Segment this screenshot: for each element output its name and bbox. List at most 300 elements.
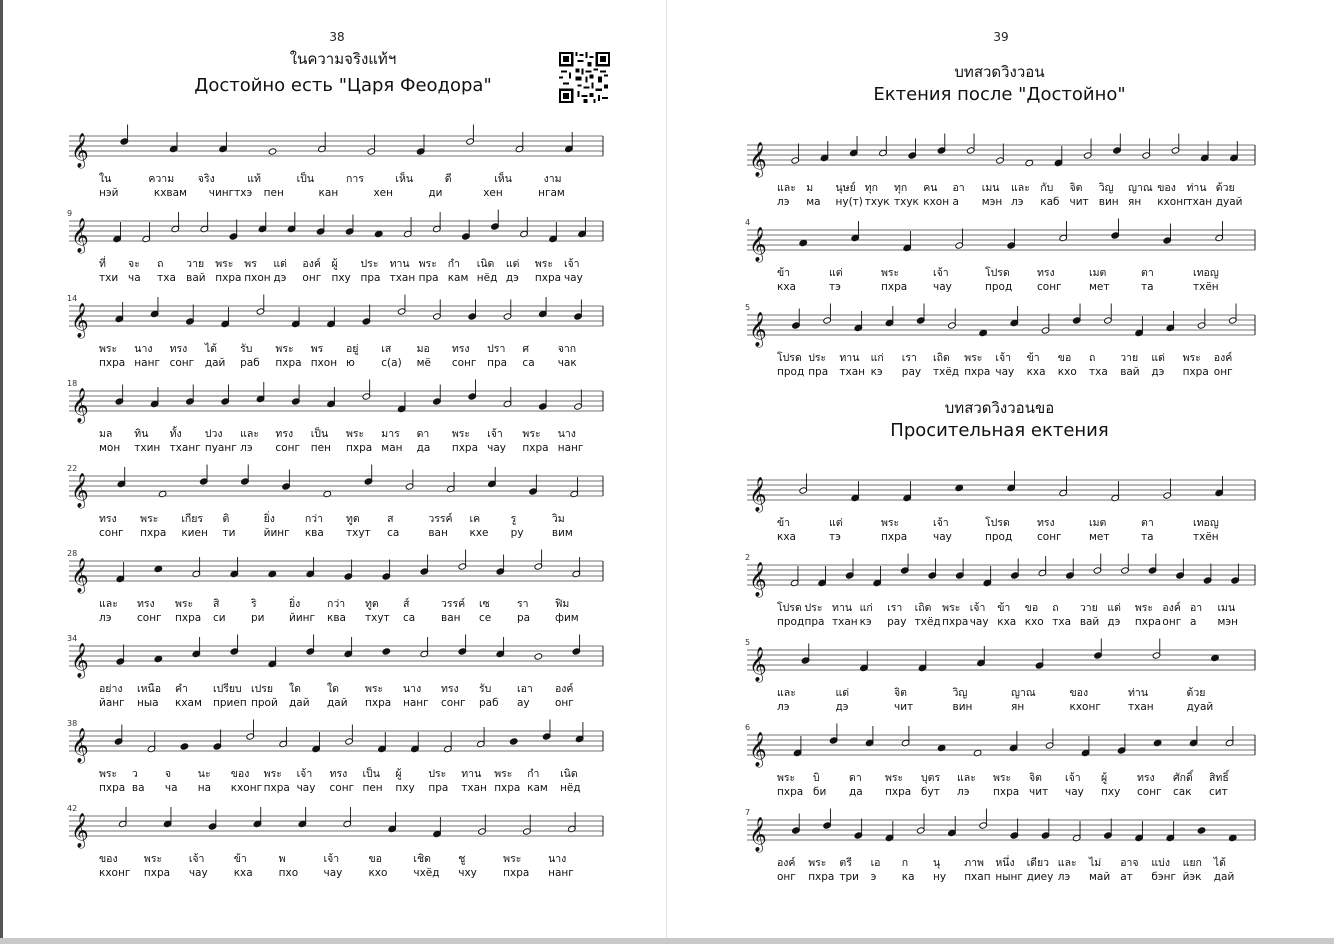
lyric-thai: ทรง bbox=[275, 428, 294, 440]
lyric-thai: ทรง bbox=[99, 513, 117, 525]
lyric-russian: пхон bbox=[310, 357, 338, 369]
lyric-thai: จิต bbox=[1069, 182, 1083, 194]
treble-clef-icon: 𝄞 bbox=[71, 303, 89, 338]
lyric-thai: เปรียบ bbox=[213, 683, 242, 695]
lyric-russian: кхо bbox=[368, 867, 388, 879]
lyric-russian: нанг bbox=[557, 442, 584, 454]
music-system bbox=[667, 723, 1334, 807]
lyric-russian: рау bbox=[901, 366, 922, 378]
lyric-thai: ประ bbox=[360, 258, 379, 270]
measure-number: 4 bbox=[745, 218, 751, 227]
lyric-thai: และ bbox=[777, 182, 796, 194]
lyric-russian: сонг bbox=[1037, 531, 1062, 543]
staff-svg bbox=[3, 808, 667, 856]
lyric-thai: องค์ bbox=[302, 258, 321, 270]
note bbox=[1094, 639, 1103, 660]
note bbox=[221, 307, 230, 328]
note bbox=[1041, 314, 1050, 335]
note bbox=[860, 651, 869, 672]
note bbox=[1211, 654, 1220, 661]
lyric-russian: фим bbox=[555, 612, 579, 624]
lyric-thai: นาง bbox=[134, 343, 153, 355]
lyric-russian: вай bbox=[186, 272, 206, 284]
lyric-thai: ทรง bbox=[1037, 517, 1055, 529]
note bbox=[345, 725, 354, 746]
staff-svg bbox=[667, 727, 1334, 775]
lyric-russian: каб bbox=[1040, 196, 1060, 208]
lyric-thai: คน bbox=[923, 182, 938, 194]
note bbox=[1231, 564, 1240, 585]
treble-clef-icon: 𝄞 bbox=[71, 473, 89, 508]
note bbox=[253, 807, 262, 828]
lyric-russian: тхёд bbox=[933, 366, 960, 378]
note bbox=[345, 215, 354, 236]
lyric-russian: вин bbox=[1098, 196, 1119, 208]
note bbox=[1009, 731, 1018, 752]
lyric-russian: чит bbox=[1069, 196, 1089, 208]
lyric-russian: пху bbox=[395, 782, 415, 794]
note bbox=[444, 732, 453, 753]
note bbox=[948, 816, 957, 837]
lyric-thai: พร bbox=[244, 258, 257, 270]
lyric-thai: ริ bbox=[251, 598, 257, 610]
note bbox=[116, 645, 125, 666]
note bbox=[120, 125, 129, 146]
right-page bbox=[667, 0, 1334, 940]
lyric-russian: тхан bbox=[1128, 701, 1154, 713]
lyric-thai: เปรย bbox=[251, 683, 274, 695]
lyric-thai: ทั้ง bbox=[169, 428, 182, 440]
staff-svg bbox=[667, 472, 1334, 520]
music-system bbox=[3, 379, 667, 463]
note bbox=[279, 727, 288, 748]
section-title-russian: Просительная ектения bbox=[890, 420, 1109, 441]
lyric-russian: дэ bbox=[1107, 616, 1121, 628]
lyric-thai: ว bbox=[131, 768, 138, 780]
lyric-thai: ภาพ bbox=[964, 857, 984, 869]
note bbox=[116, 562, 125, 583]
note bbox=[1166, 821, 1175, 842]
lyric-thai: และ bbox=[1057, 857, 1077, 869]
lyric-russian: ра bbox=[517, 612, 531, 624]
lyric-russian: ау bbox=[517, 697, 530, 709]
note bbox=[397, 392, 406, 413]
note bbox=[937, 134, 946, 155]
lyric-russian: йинг bbox=[289, 612, 316, 624]
lyric-russian: пхра bbox=[1134, 616, 1162, 628]
note bbox=[117, 467, 126, 488]
lyric-thai: เทอญ bbox=[1193, 517, 1219, 529]
lyric-russian: тхук bbox=[894, 196, 919, 208]
note bbox=[523, 815, 532, 836]
lyric-russian: пхра bbox=[881, 281, 908, 293]
note bbox=[405, 470, 414, 491]
music-system bbox=[3, 464, 667, 548]
lyric-russian: тхин bbox=[134, 442, 161, 454]
treble-clef-icon: 𝄞 bbox=[749, 562, 767, 597]
lyric-thai: โปรด bbox=[985, 517, 1010, 529]
treble-clef-icon: 𝄞 bbox=[71, 558, 89, 593]
note bbox=[282, 470, 291, 491]
note bbox=[1166, 311, 1175, 332]
lyric-thai: ม bbox=[806, 182, 814, 194]
lyric-russian: раб bbox=[479, 697, 499, 709]
lyric-russian: ква bbox=[327, 612, 346, 624]
music-system bbox=[3, 719, 667, 803]
note bbox=[996, 144, 1005, 165]
note bbox=[956, 559, 965, 580]
lyric-russian: та bbox=[1141, 281, 1154, 293]
lyric-russian: чак bbox=[557, 357, 577, 369]
staff-svg bbox=[3, 298, 667, 346]
note bbox=[1007, 229, 1016, 250]
lyric-russian: сонг bbox=[1037, 281, 1062, 293]
lyric-thai: นุษย์ bbox=[835, 182, 856, 194]
note bbox=[851, 481, 860, 502]
title-russian: Достойно есть "Царя Феодора" bbox=[194, 75, 492, 96]
lyric-russian: дай bbox=[1213, 871, 1235, 883]
note bbox=[1010, 306, 1019, 327]
treble-clef-icon: 𝄞 bbox=[71, 218, 89, 253]
note bbox=[229, 220, 238, 241]
note bbox=[268, 647, 277, 668]
lyric-russian: пхра bbox=[1182, 366, 1209, 378]
lyric-russian: тхут bbox=[365, 612, 390, 624]
lyric-thai: พระ bbox=[175, 598, 194, 610]
note bbox=[113, 222, 122, 243]
lyric-thai: เจ้า bbox=[323, 853, 340, 865]
page-number: 38 bbox=[329, 30, 345, 44]
note bbox=[344, 637, 353, 658]
note bbox=[344, 560, 353, 581]
note bbox=[230, 557, 239, 578]
note bbox=[488, 467, 497, 488]
lyric-thai: เมน bbox=[1217, 602, 1236, 614]
note bbox=[147, 732, 156, 753]
measure-number: 34 bbox=[67, 634, 78, 643]
lyric-thai: รับ bbox=[240, 343, 253, 355]
lyric-russian: онг bbox=[555, 697, 574, 709]
lyric-thai: และ bbox=[1011, 182, 1030, 194]
note bbox=[192, 557, 201, 578]
note bbox=[462, 220, 471, 241]
lyric-russian: кхон bbox=[923, 196, 950, 208]
lyric-thai: พระ bbox=[418, 258, 437, 270]
note bbox=[792, 814, 801, 835]
lyric-thai: พระ bbox=[881, 267, 900, 279]
lyric-thai: มอ bbox=[416, 343, 430, 355]
lyric-russian: на bbox=[197, 782, 212, 794]
lyric-russian: ма bbox=[806, 196, 821, 208]
note bbox=[1200, 141, 1209, 162]
note bbox=[1007, 471, 1016, 492]
note bbox=[885, 306, 894, 327]
lyric-russian: кхвам bbox=[153, 187, 187, 199]
music-system bbox=[667, 303, 1334, 387]
note bbox=[327, 307, 336, 328]
lyric-thai: ทุก bbox=[864, 182, 879, 194]
lyric-thai: พระ bbox=[346, 428, 365, 440]
lyric-russian: ян bbox=[1011, 701, 1025, 713]
note bbox=[529, 475, 538, 496]
lyric-thai: ญาณ bbox=[1011, 687, 1036, 699]
treble-clef-icon: 𝄞 bbox=[749, 817, 767, 852]
lyric-russian: пху bbox=[331, 272, 351, 284]
lyric-russian: тхан bbox=[461, 782, 487, 794]
note bbox=[382, 648, 391, 655]
lyric-thai: วิญ bbox=[1098, 182, 1114, 194]
note bbox=[458, 635, 467, 656]
lyric-russian: ман bbox=[381, 442, 403, 454]
lyric-thai: วาย bbox=[186, 258, 205, 270]
lyric-thai: ทูต bbox=[365, 598, 379, 610]
lyric-russian: чау bbox=[1065, 786, 1084, 798]
lyric-thai: พระ bbox=[275, 343, 294, 355]
lyric-russian: чингтхэ bbox=[208, 187, 253, 199]
lyric-thai: ทรง bbox=[1137, 772, 1155, 784]
lyric-russian: чау bbox=[933, 531, 952, 543]
lyric-russian: нынг bbox=[995, 871, 1023, 883]
lyric-thai: เจ้า bbox=[933, 267, 949, 279]
lyric-russian: онг bbox=[302, 272, 322, 284]
lyric-thai: เรา bbox=[901, 352, 917, 364]
lyric-russian: онг bbox=[1213, 366, 1233, 378]
lyric-russian: чау bbox=[563, 272, 583, 284]
lyric-russian: да bbox=[849, 786, 863, 798]
lyric-russian: а bbox=[1189, 616, 1197, 628]
note bbox=[298, 807, 307, 828]
lyric-thai: เจ้า bbox=[995, 352, 1012, 364]
lyric-thai: จิต bbox=[894, 687, 907, 699]
lyric-thai: ส์ bbox=[403, 598, 410, 610]
note bbox=[221, 385, 230, 406]
lyric-thai: ชู bbox=[458, 853, 466, 865]
note bbox=[230, 635, 239, 656]
lyric-thai: ทูต bbox=[346, 513, 360, 525]
lyric-russian: лэ bbox=[777, 701, 790, 713]
lyric-thai: แด่ bbox=[1107, 602, 1121, 614]
lyric-thai: พระ bbox=[942, 602, 961, 614]
lyric-russian: пуанг bbox=[204, 442, 237, 454]
note bbox=[1011, 559, 1020, 580]
lyric-russian: диеу bbox=[1026, 871, 1054, 883]
lyric-thai: จริง bbox=[197, 173, 215, 185]
note bbox=[362, 305, 371, 326]
lyric-thai: ขอ bbox=[1057, 352, 1072, 364]
lyric-thai: แก่ bbox=[859, 602, 873, 614]
note bbox=[879, 136, 888, 157]
lyric-russian: ка bbox=[901, 871, 915, 883]
lyric-russian: сак bbox=[1173, 786, 1192, 798]
lyric-thai: แก่ bbox=[870, 352, 884, 364]
treble-clef-icon: 𝄞 bbox=[749, 477, 767, 512]
lyric-russian: киен bbox=[181, 527, 208, 539]
lyric-russian: ну(т) bbox=[835, 196, 863, 208]
measure-number: 5 bbox=[745, 303, 751, 312]
treble-clef-icon: 𝄞 bbox=[749, 732, 767, 767]
lyric-russian: прод bbox=[985, 281, 1013, 293]
note bbox=[792, 309, 801, 330]
lyric-thai: ทรง bbox=[1037, 267, 1055, 279]
lyric-russian: са bbox=[403, 612, 416, 624]
lyric-russian: чау bbox=[188, 867, 208, 879]
lyric-thai: กำ bbox=[527, 768, 540, 780]
note bbox=[477, 727, 486, 748]
lyric-thai: รา bbox=[517, 598, 529, 610]
lyric-thai: พระ bbox=[881, 517, 900, 529]
note bbox=[1117, 734, 1126, 755]
lyric-russian: сонг bbox=[451, 357, 477, 369]
lyric-thai: พระ bbox=[1134, 602, 1154, 614]
lyric-thai: ทรง bbox=[137, 598, 155, 610]
lyric-thai: พระ bbox=[451, 428, 471, 440]
lyric-thai: พ bbox=[278, 853, 286, 865]
lyric-russian: а bbox=[952, 196, 959, 208]
lyric-russian: пхра bbox=[215, 272, 242, 284]
note bbox=[142, 222, 151, 243]
lyric-thai: ความ bbox=[148, 173, 175, 185]
note bbox=[918, 651, 927, 672]
note bbox=[287, 212, 296, 233]
lyric-russian: кэ bbox=[870, 366, 883, 378]
music-system bbox=[3, 804, 667, 888]
music-system bbox=[667, 472, 1334, 552]
lyric-thai: พระ bbox=[99, 768, 118, 780]
lyric-thai: วรรค์ bbox=[441, 598, 466, 610]
treble-clef-icon: 𝄞 bbox=[71, 728, 89, 763]
treble-clef-icon: 𝄞 bbox=[71, 643, 89, 678]
lyric-thai: จ bbox=[164, 768, 172, 780]
lyric-russian: тхан bbox=[389, 272, 416, 284]
lyric-thai: แด่ bbox=[835, 687, 850, 699]
lyric-thai: เดียว bbox=[1026, 857, 1050, 869]
note bbox=[572, 557, 581, 578]
lyric-thai: อย่าง bbox=[99, 683, 123, 695]
lyric-thai: สิ bbox=[213, 598, 220, 610]
lyric-thai: นาง bbox=[403, 683, 422, 695]
lyric-thai: ข้า bbox=[777, 517, 791, 529]
note bbox=[306, 635, 315, 656]
lyric-russian: лэ bbox=[99, 612, 112, 624]
lyric-thai: วาย bbox=[1120, 352, 1139, 364]
lyric-thai: นาง bbox=[548, 853, 567, 865]
note bbox=[799, 474, 808, 495]
lyric-thai: วรรค์ bbox=[428, 513, 453, 525]
note bbox=[1113, 134, 1122, 155]
lyric-thai: ตรี bbox=[839, 857, 852, 869]
lyric-russian: вай bbox=[1079, 616, 1100, 628]
note bbox=[1072, 304, 1081, 325]
lyric-thai: แต่ bbox=[829, 517, 843, 529]
lyric-thai: ดี bbox=[444, 173, 452, 185]
lyric-thai: เจ้า bbox=[296, 768, 313, 780]
note bbox=[468, 380, 477, 401]
note bbox=[791, 144, 800, 165]
note bbox=[790, 566, 799, 587]
note bbox=[420, 637, 429, 658]
note bbox=[865, 726, 874, 747]
note bbox=[873, 566, 882, 587]
note bbox=[316, 215, 325, 236]
lyric-thai: วาย bbox=[1079, 602, 1098, 614]
music-system bbox=[667, 137, 1334, 217]
lyric-russian: кхонг bbox=[1069, 701, 1101, 713]
lyric-thai: จาก bbox=[557, 343, 577, 355]
lyric-russian: чау bbox=[296, 782, 316, 794]
lyric-russian: пхра bbox=[522, 442, 549, 454]
lyric-russian: вай bbox=[1120, 366, 1140, 378]
note bbox=[208, 810, 217, 831]
lyric-russian: мэн bbox=[981, 196, 1003, 208]
lyric-russian: дай bbox=[204, 357, 226, 369]
lyric-russian: нэй bbox=[99, 187, 119, 199]
note bbox=[1153, 739, 1162, 746]
lyric-thai: นาง bbox=[557, 428, 576, 440]
note bbox=[903, 231, 912, 252]
lyric-thai: เจ้า bbox=[487, 428, 503, 440]
lyric-russian: бут bbox=[921, 786, 940, 798]
page-number: 39 bbox=[993, 30, 1009, 44]
lyric-russian: пхра bbox=[365, 697, 392, 709]
treble-clef-icon: 𝄞 bbox=[749, 142, 767, 177]
music-system bbox=[3, 634, 667, 718]
lyric-thai: ไม่ bbox=[1089, 857, 1102, 869]
lyric-russian: кхе bbox=[469, 527, 489, 539]
lyric-thai: หนึ่ง bbox=[995, 857, 1015, 869]
lyric-russian: дэ bbox=[1151, 366, 1165, 378]
lyric-thai: พระ bbox=[777, 772, 796, 784]
note bbox=[851, 221, 860, 242]
lyric-russian: пен bbox=[263, 187, 284, 199]
note bbox=[854, 819, 863, 840]
note bbox=[1203, 564, 1212, 585]
note bbox=[403, 217, 412, 238]
lyric-russian: чау bbox=[995, 366, 1015, 378]
lyric-russian: пхо bbox=[278, 867, 299, 879]
lyric-russian: рау bbox=[887, 616, 907, 628]
lyric-russian: ю bbox=[346, 357, 355, 369]
note bbox=[574, 390, 583, 411]
lyric-russian: пхра bbox=[777, 786, 804, 798]
lyric-russian: лэ bbox=[1057, 871, 1071, 883]
note bbox=[966, 134, 975, 155]
note bbox=[115, 302, 124, 323]
lyric-thai: พร bbox=[310, 343, 324, 355]
note bbox=[885, 821, 894, 842]
lyric-thai: พระ bbox=[143, 853, 163, 865]
lyric-thai: เรา bbox=[887, 602, 903, 614]
lyric-thai: วิม bbox=[551, 513, 565, 525]
lyric-russian: чау bbox=[969, 616, 989, 628]
music-system bbox=[3, 209, 667, 293]
lyric-thai: ผู้ bbox=[395, 768, 402, 780]
note bbox=[916, 304, 925, 325]
note bbox=[1104, 819, 1113, 840]
treble-clef-icon: 𝄞 bbox=[749, 312, 767, 347]
lyric-russian: пхра bbox=[964, 366, 991, 378]
lyric-russian: пра bbox=[360, 272, 381, 284]
lyric-thai: ตา bbox=[1141, 267, 1154, 279]
note bbox=[171, 212, 180, 233]
note bbox=[1111, 219, 1120, 240]
note bbox=[382, 560, 391, 581]
lyric-russian: да bbox=[416, 442, 431, 454]
treble-clef-icon: 𝄞 bbox=[749, 647, 767, 682]
lyric-russian: тхан bbox=[832, 616, 858, 628]
lyric-russian: пхра bbox=[346, 442, 373, 454]
lyric-thai: เชิด bbox=[413, 853, 431, 865]
lyric-russian: ри bbox=[251, 612, 265, 624]
